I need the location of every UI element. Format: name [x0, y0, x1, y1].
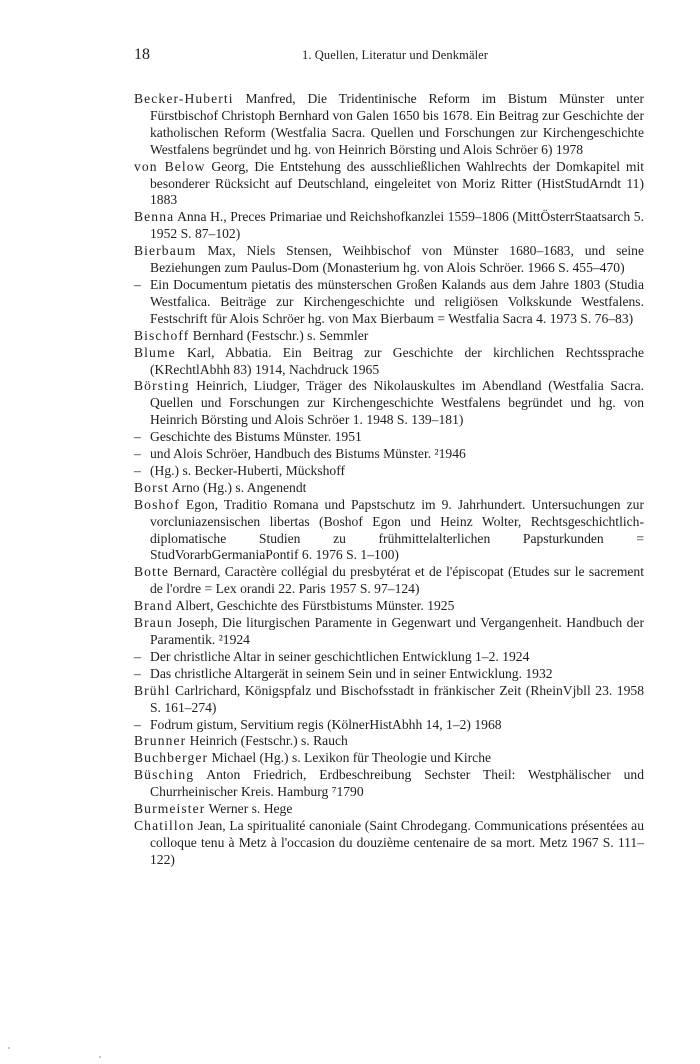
entry-text: Fodrum gistum, Servitium regis (KölnerHistAbhh 14, 1–2) 1968	[150, 716, 502, 732]
bibliography-entry	[134, 328, 644, 345]
bibliography-entry	[134, 598, 644, 615]
entry-text: Manfred, Die Tridentinische Reform im Bistum Münster unter Fürstbischof Christoph Bernhard von Galen 1650 bis 1678. Ein Beitrag zur Geschichte der katholischen Reform (Westfalia Sacra. Quellen und Forschungen zur Kirchengeschichte Westfalens begründet und hg. von Heinrich Börsting und Alois Schröer 6) 1978	[150, 91, 644, 157]
entry-dash: –	[134, 716, 141, 732]
entry-author: Börsting	[134, 378, 190, 394]
bibliography-subentry	[134, 463, 644, 480]
bibliography-entry	[134, 750, 644, 767]
entry-author: von Below	[134, 158, 206, 174]
entry-author: Buchberger	[134, 750, 209, 766]
bibliography-entry	[134, 91, 644, 159]
entry-author: Benna	[134, 209, 175, 225]
bibliography-entry	[134, 378, 644, 429]
entry-text: Max, Niels Stensen, Weihbischof von Münster 1680–1683, und seine Beziehungen zum Paulus-Dom (Monasterium hg. von Alois Schröer. 1966 S. 455–470)	[150, 243, 644, 276]
entry-text: Egon, Traditio Romana und Papstschutz im 9. Jahrhundert. Untersuchungen zur vorcluniazensischen libertas (Boshof Egon und Heinz Wolter, Rechtsgeschichtlich-diplomatische Studien zu frühmittelalterlichen Papsturkunden = StudVorarbGermaniaPontif 6. 1976 S. 1–100)	[150, 496, 644, 563]
bibliography-entry	[134, 683, 644, 717]
entry-text: Ein Documentum pietatis des münsterschen Großen Kalands aus dem Jahre 1803 (Studia Westfalica. Beiträge zur Kirchengeschichte und religiösen Volkskunde Westfalens. Festschrift für Alois Schröer hg. von Max Bierbaum = Westfalia Sacra 4. 1973 S. 76–83)	[150, 276, 644, 326]
entry-author: Burmeister	[134, 801, 206, 817]
bibliography-subentry	[134, 666, 644, 683]
bibliography-entry	[134, 767, 644, 801]
bibliography-entry	[134, 159, 644, 210]
bibliography-entry	[134, 801, 644, 818]
bibliography-entry	[134, 818, 644, 869]
bibliography-entry	[134, 345, 644, 379]
page-header	[134, 46, 644, 66]
entry-text: Carlrichard, Königspfalz und Bischofsstadt in fränkischer Zeit (RheinVjbll 23. 1958 S. 161–274)	[150, 682, 644, 715]
entry-author: Chatillon	[134, 817, 195, 833]
entry-author: Büsching	[134, 767, 195, 783]
entry-text: Bernhard (Festschr.) s. Semmler	[189, 327, 369, 343]
entry-author: Bierbaum	[134, 243, 197, 259]
entry-dash: –	[134, 429, 141, 445]
entry-text: Anna H., Preces Primariae und Reichshofkanzlei 1559–1806 (MittÖsterrStaatsarch 5. 1952 S. 87–102)	[150, 209, 644, 242]
bibliography-subentry	[134, 717, 644, 734]
entry-text: Der christliche Altar in seiner geschichtlichen Entwicklung 1–2. 1924	[150, 648, 530, 664]
bibliography-entry	[134, 243, 644, 277]
entry-text: Geschichte des Bistums Münster. 1951	[150, 429, 362, 445]
entry-dash: –	[134, 648, 141, 664]
entry-dash: –	[134, 462, 141, 478]
bibliography-subentry	[134, 277, 644, 328]
bibliography-subentry	[134, 446, 644, 463]
entry-dash: –	[134, 446, 141, 462]
entry-author: Boshof	[134, 496, 180, 512]
entry-author: Brunner	[134, 733, 187, 749]
entry-author: Blume	[134, 344, 176, 360]
entry-text: Albert, Geschichte des Fürstbistums Münster. 1925	[172, 598, 455, 614]
entry-text: Georg, Die Entstehung des ausschließlichen Wahlrechts der Domkapitel mit besonderer Rücksicht auf Deutschland, eingeleitet von Moriz Ritter (HistStudArndt 11) 1883	[150, 158, 644, 208]
entry-text: Jean, La spiritualité canoniale (Saint Chrodegang. Communications présentées au colloque tenu à Metz à l'occasion du douzième centenaire de sa mort. Metz 1967 S. 111–122)	[150, 817, 644, 867]
entry-text: Karl, Abbatia. Ein Beitrag zur Geschichte der kirchlichen Rechtssprache (KRechtlAbhh 83) 1914, Nachdruck 1965	[150, 344, 644, 377]
entry-text: Bernard, Caractère collégial du presbytérat et de l'épiscopat (Etudes sur le sacrement de l'ordre = Lex orandi 22. Paris 1957 S. 97–124)	[150, 564, 644, 597]
entry-author: Brand	[134, 598, 173, 614]
entry-text: (Hg.) s. Becker-Huberti, Mückshoff	[150, 462, 346, 478]
entry-dash: –	[134, 276, 141, 292]
bibliography-entry	[134, 564, 644, 598]
page-number: 18	[134, 46, 150, 63]
bibliography-entry	[134, 497, 644, 565]
bibliography-entry	[134, 209, 644, 243]
entry-text: Heinrich (Festschr.) s. Rauch	[186, 733, 348, 749]
entry-text: Joseph, Die liturgischen Paramente in Gegenwart und Vergangenheit. Handbuch der Paramentik. ²1924	[150, 615, 644, 647]
bibliography-entry	[134, 733, 644, 750]
entry-text: Arno (Hg.) s. Angenendt	[168, 479, 307, 495]
entry-author: Borst	[134, 479, 169, 495]
entry-author: Becker-Huberti	[134, 91, 234, 106]
scan-speck	[99, 1056, 101, 1058]
entry-author: Botte	[134, 564, 169, 580]
bibliography-list	[134, 91, 644, 869]
entry-text: Anton Friedrich, Erdbeschreibung Sechster Theil: Westphälischer und Churrheinischer Kreis. Hamburg ⁷1790	[150, 767, 644, 800]
entry-text: und Alois Schröer, Handbuch des Bistums Münster. ²1946	[150, 446, 466, 462]
entry-author: Brühl	[134, 682, 171, 698]
bibliography-subentry	[134, 429, 644, 446]
entry-author: Bischoff	[134, 327, 190, 343]
bibliography-entry	[134, 480, 644, 497]
entry-author: Braun	[134, 615, 173, 631]
entry-text: Werner s. Hege	[205, 801, 293, 817]
entry-dash: –	[134, 665, 141, 681]
entry-text: Heinrich, Liudger, Träger des Nikolauskultes im Abendland (Westfalia Sacra. Quellen und Forschungen zur Kirchengeschichte Westfalens begründet und hg. von Heinrich Börsting und Alois Schröer 1. 1948 S. 139–181)	[150, 378, 644, 428]
bibliography-subentry	[134, 649, 644, 666]
running-head: 1. Quellen, Literatur und Denkmäler	[302, 48, 489, 62]
entry-text: Das christliche Altargerät in seinem Sein und in seiner Entwicklung. 1932	[150, 665, 553, 681]
entry-text: Michael (Hg.) s. Lexikon für Theologie und Kirche	[208, 750, 492, 766]
bibliography-entry	[134, 615, 644, 649]
scan-speck	[8, 1047, 10, 1049]
